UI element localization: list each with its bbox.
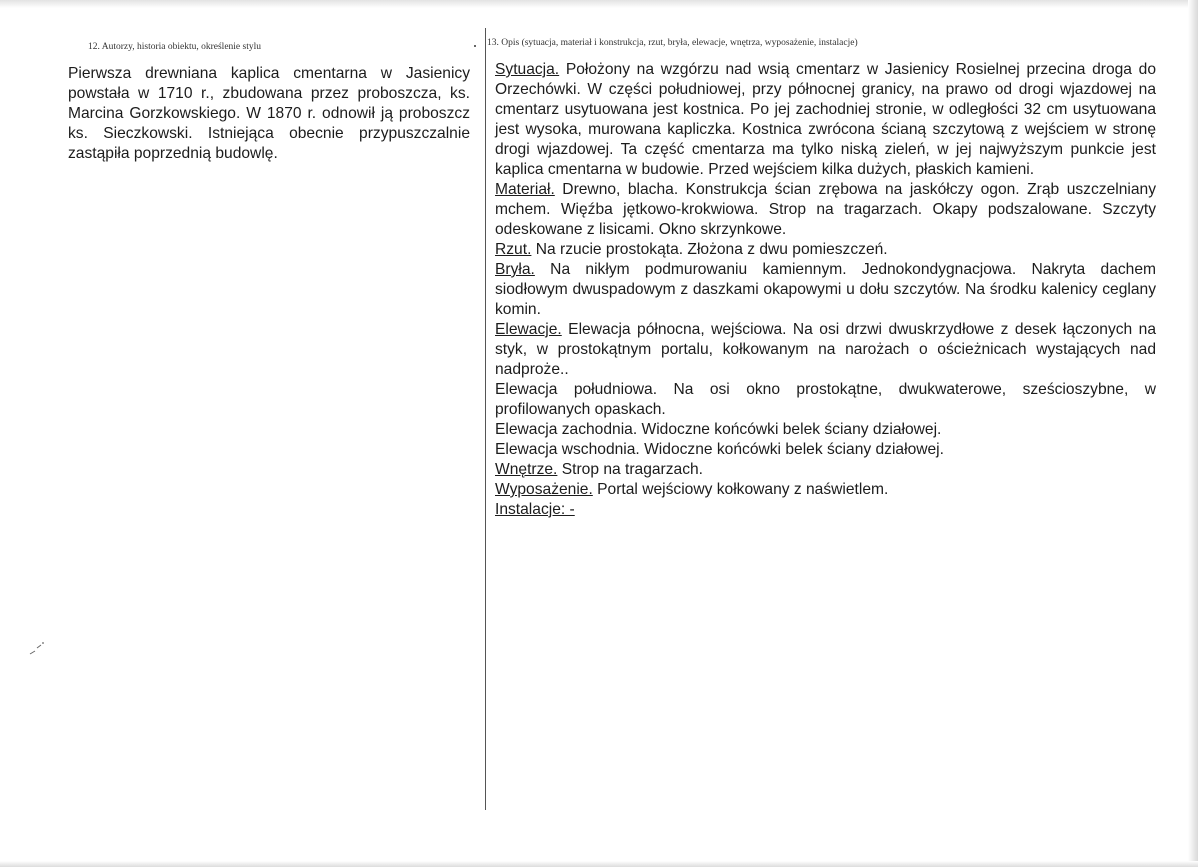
paragraph-label: Wyposażenie. bbox=[495, 481, 593, 498]
paragraph-bryla bbox=[495, 260, 1156, 320]
pen-mark-icon bbox=[28, 638, 50, 663]
section-heading-history: 12. Autorzy, historia obiektu, określenie stylu bbox=[88, 42, 261, 52]
paragraph-material bbox=[495, 180, 1156, 240]
paragraph-label: Bryła. bbox=[495, 261, 535, 278]
section-heading-description: 13. Opis (sytuacja, materiał i konstrukcja, rzut, bryła, elewacje, wnętrza, wyposażenie, instalacje) bbox=[487, 38, 858, 48]
paragraph-label: Wnętrze. bbox=[495, 461, 558, 478]
paragraph-text: Elewacja południowa. Na osi okno prostokątne, dwukwaterowe, sześcioszybne, w profilowanych opaskach. bbox=[495, 381, 1156, 418]
paragraph-wyposazenie bbox=[495, 480, 1156, 500]
paragraph-label: Sytuacja. bbox=[495, 61, 560, 78]
history-text: Pierwsza drewniana kaplica cmentarna w Jasienicy powstała w 1710 r., zbudowana przez proboszcza, ks. Marcina Gorzkowskiego. W 1870 r. odnowił ją proboszcz ks. Sieczkowski. Istniejąca obecnie przypuszczalnie zastąpiła poprzednią budowlę. bbox=[68, 65, 470, 162]
paragraph-label: Rzut. bbox=[495, 241, 532, 258]
page-edge-right bbox=[1188, 0, 1198, 867]
paragraph-elewacja-wschodnia bbox=[495, 440, 1156, 460]
paragraph-elewacje bbox=[495, 320, 1156, 380]
paragraph-text: Elewacja północna, wejściowa. Na osi drzwi dwuskrzydłowe z desek łączonych na styk, w prostokątnym portalu, kołkowanym na narożach o ościeżnicach wystających nad nadproże.. bbox=[495, 321, 1156, 378]
paragraph-text: Portal wejściowy kołkowany z naświetlem. bbox=[592, 481, 889, 498]
paragraph-rzut bbox=[495, 240, 1156, 260]
paragraph-elewacja-poludniowa bbox=[495, 380, 1156, 420]
paragraph-label: Materiał. bbox=[495, 181, 555, 198]
paragraph-text: Drewno, blacha. Konstrukcja ścian zrębowa na jaskółczy ogon. Zrąb uszczelniany mchem. Więźba jętkowo-krokwiowa. Strop na tragarzach. Okapy podszalowane. Szczyty odeskowane z lisicami. Okno skrzynkowe. bbox=[495, 181, 1156, 238]
paragraph-text: Położony na wzgórzu nad wsią cmentarz w Jasienicy Rosielnej przecina droga do Orzechówki. W części południowej, przy północnej granicy, na prawo od drogi wjazdowej na cmentarz usytuowana jest kostnica. Po jej zachodniej stronie, w odległości 32 cm usytuowana jest wysoka, murowana kapliczka. Kostnica zwrócona ścianą szczytową z wejściem w stronę drogi wjazdowej. Ta część cmentarza ma tylko niską zieleń, w jej najwyższym punkcie jest kaplica cmentarna w budowie. Przed wejściem kilka dużych, płaskich kamieni. bbox=[495, 61, 1156, 178]
paragraph-instalacje bbox=[495, 500, 1156, 520]
paragraph-wnetrze bbox=[495, 460, 1156, 480]
divider-mark bbox=[474, 45, 476, 47]
page-edge-top bbox=[0, 0, 1198, 8]
page-edge-bottom bbox=[0, 861, 1198, 867]
paragraph-text: Strop na tragarzach. bbox=[557, 461, 704, 478]
paragraph-text: Elewacja wschodnia. Widoczne końcówki belek ściany działowej. bbox=[495, 441, 944, 458]
paragraph-elewacja-zachodnia bbox=[495, 420, 1156, 440]
paragraph-text: Na rzucie prostokąta. Złożona z dwu pomieszczeń. bbox=[531, 241, 888, 258]
paragraph-label: Instalacje: - bbox=[495, 501, 575, 518]
paragraph-text: Na nikłym podmurowaniu kamiennym. Jednokondygnacjowa. Nakryta dachem siodłowym dwuspadowym z daszkami okapowymi u dołu szczytów. Na środku kalenicy ceglany komin. bbox=[495, 261, 1156, 318]
paragraph-label: Elewacje. bbox=[495, 321, 562, 338]
description-text bbox=[495, 60, 1156, 520]
paragraph-text: Elewacja zachodnia. Widoczne końcówki belek ściany działowej. bbox=[495, 421, 942, 438]
paragraph-sytuacja bbox=[495, 60, 1156, 180]
column-divider bbox=[485, 28, 486, 810]
